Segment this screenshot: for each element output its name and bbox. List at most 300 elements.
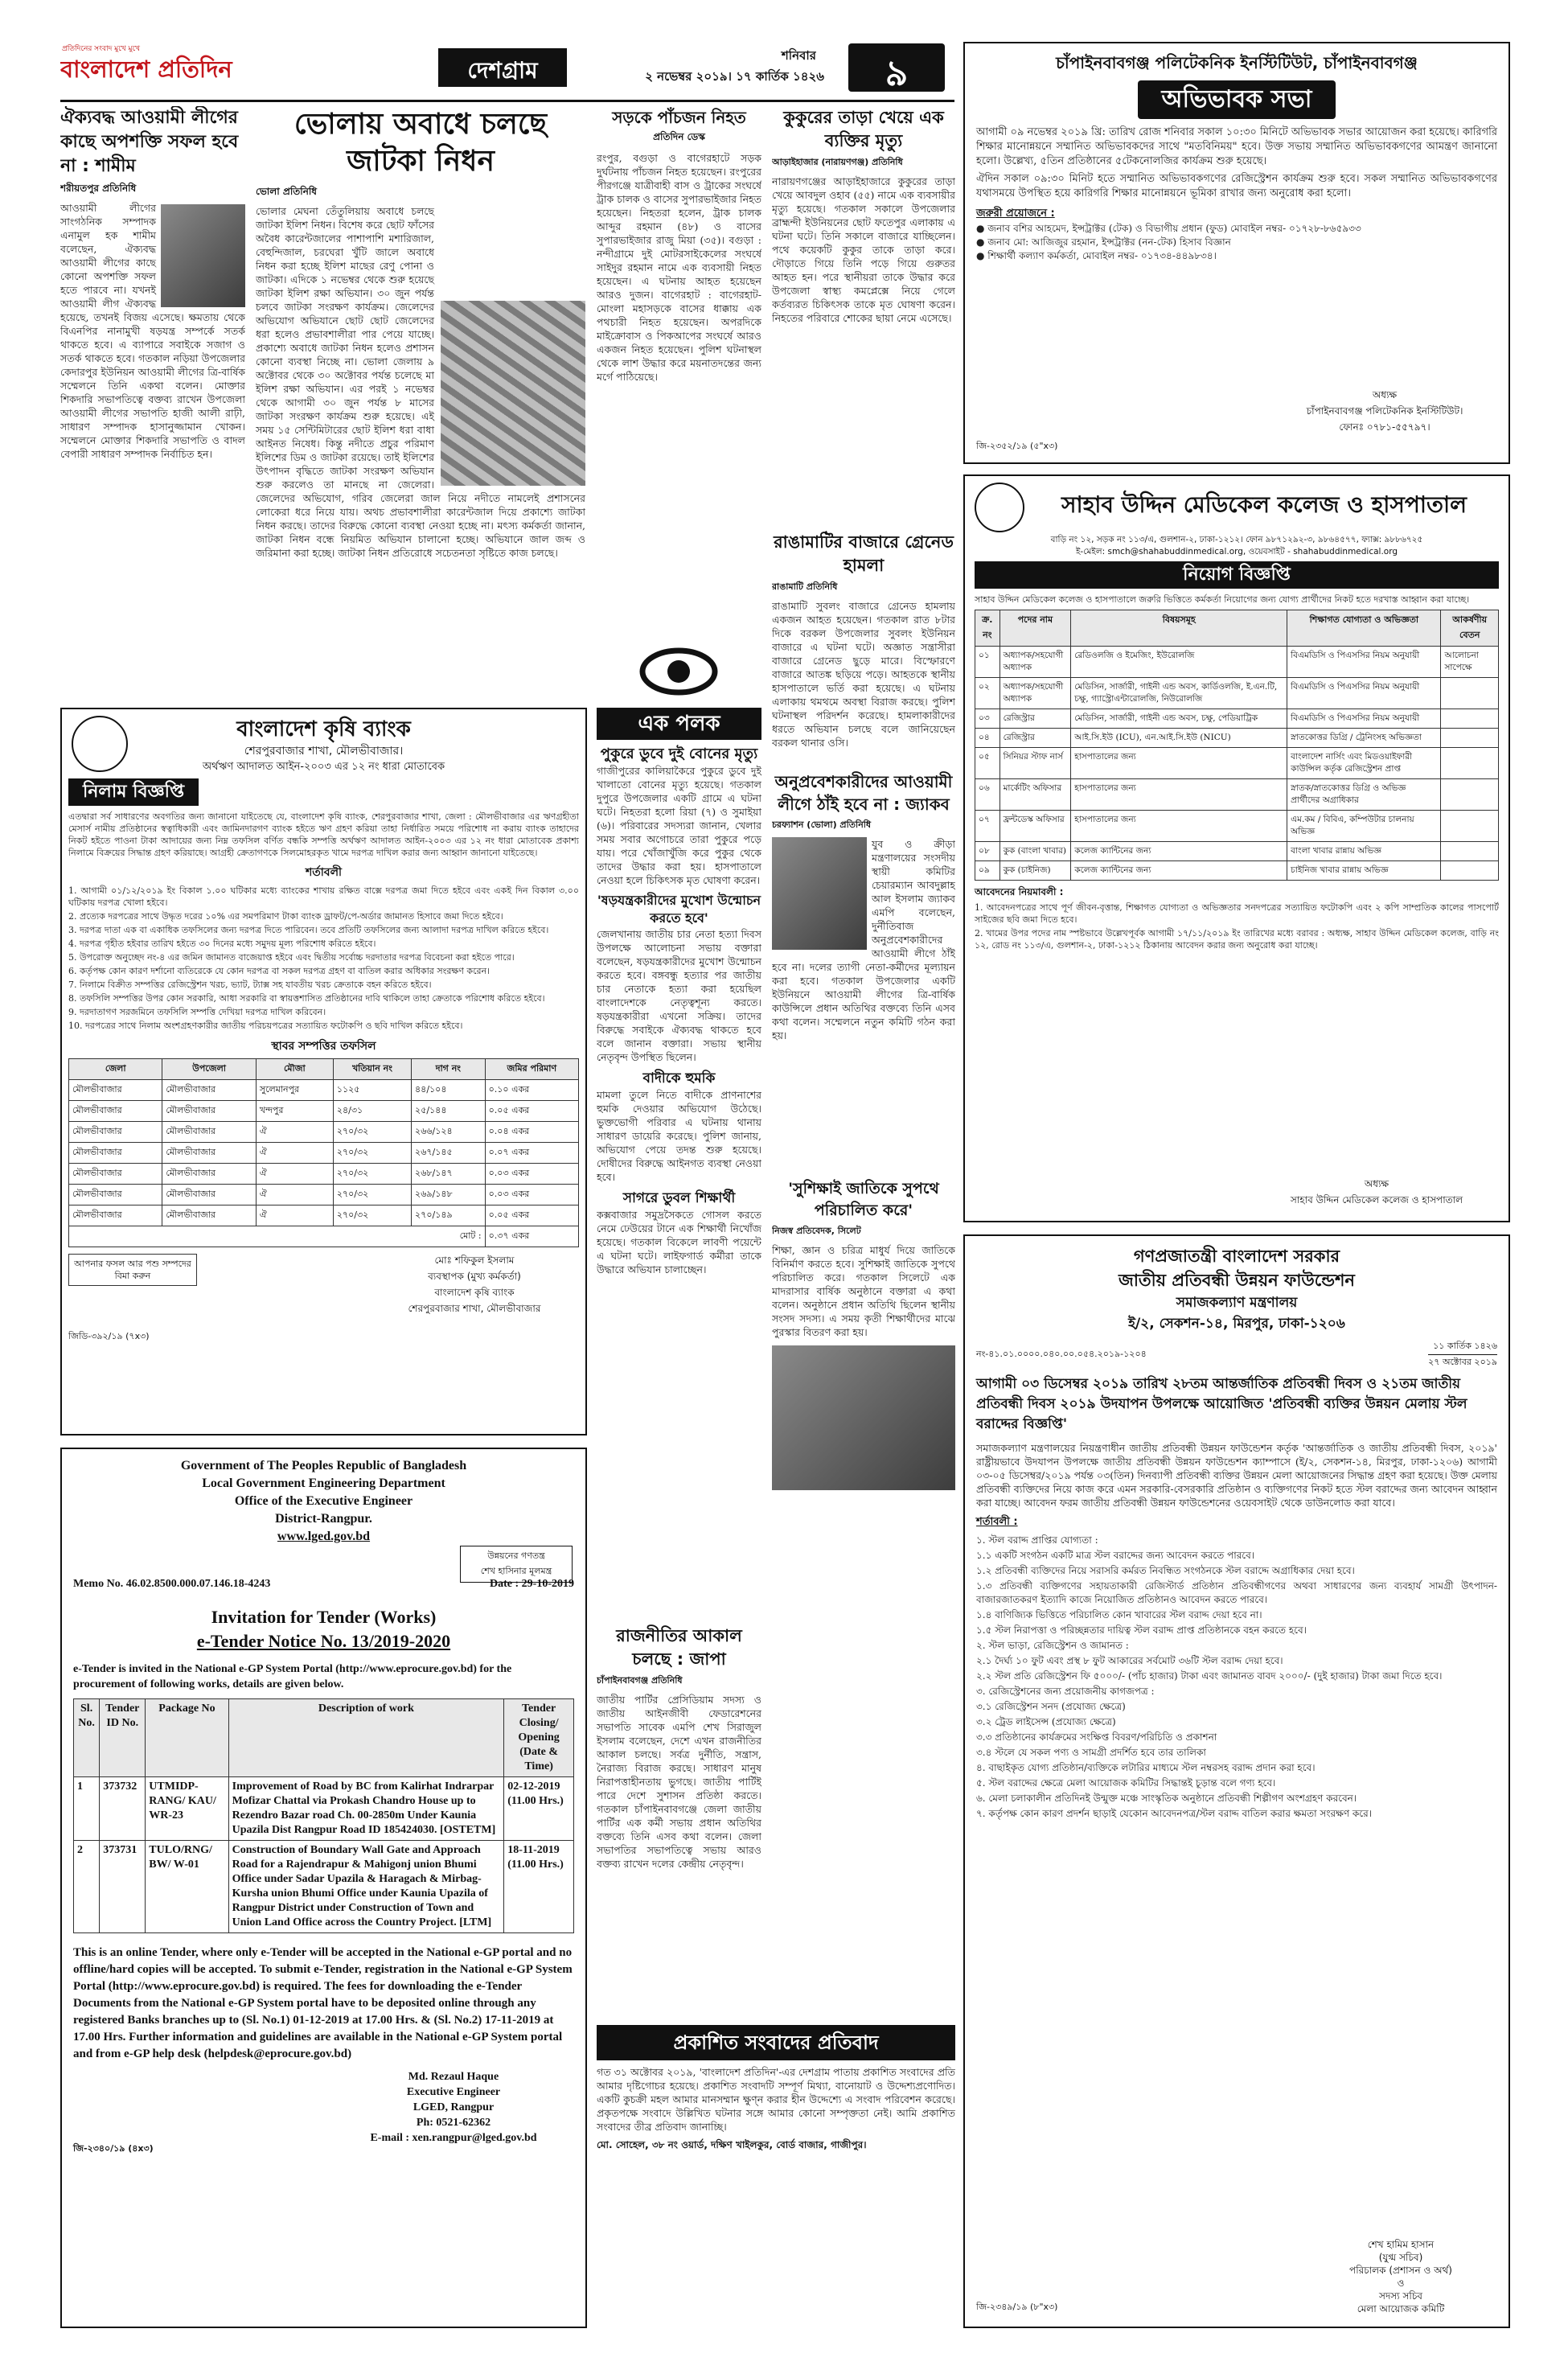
table-cell: মৌলভীবাজার <box>69 1143 162 1164</box>
table-cell: সিনিয়র স্টাফ নার্স <box>999 748 1071 779</box>
list-item: 7. নিলামে বিক্রীত সম্পত্তির রেজিস্ট্রেশন খরচ, ভ্যাট, ট্যাক্স সহ যাবতীয় খরচ ক্রেতাকে বহন করিতে হইবে। <box>68 980 432 990</box>
byline: আড়াইহাজার (নারায়ণগঞ্জ) প্রতিনিধি <box>772 157 903 167</box>
table-cell <box>1441 729 1499 748</box>
list-item: 4. দরপত্র গৃহীত হইবার তারিখ হইতে ৩০ দিনের মধ্যে সমুদয় মূল্য পরিশোধ করিতে হইবে। <box>68 939 376 949</box>
list-item: ● জনাব মো: আজিজুর রহমান, ইন্সট্রাক্টর (নন-টেক) হিসাব বিজ্ঞান <box>976 236 1231 248</box>
table-cell <box>1441 779 1499 811</box>
total-label: মোট : <box>69 1226 486 1247</box>
table-cell: কুক (বাংলা খাবার) <box>999 842 1071 861</box>
column-header: দাগ নং <box>412 1059 486 1080</box>
list-item: ১.২ প্রতিবন্ধী ব্যক্তিদের নিয়ে সরাসরি কর্মরত নিবন্ধিত সংগঠনকে স্টল বরাদ্দে অগ্রাধিকার দেয়া হবে। <box>976 1565 1355 1576</box>
table-cell: ২৬৬/১২৪ <box>412 1122 486 1143</box>
table-cell: Improvement of Road by BC from Kalirhat Indrarpar Mofizar Chattal via Prokash Chandro House up to Rezendro Bazar road Ch. 00-2850m Under Kaunia Upazila Dist Rangpur Road ID 185424030. [OSTETM] <box>228 1777 504 1841</box>
table-cell: মৌলভীবাজার <box>69 1164 162 1185</box>
college-name: সাহাব উদ্দিন মেডিকেল কলেজ ও হাসপাতাল <box>1061 491 1467 518</box>
jpuf-title: আগামী ০৩ ডিসেম্বর ২০১৯ তারিখ ২৮তম আন্তর্জাতিক প্রতিবন্ধী দিবস ও ২১তম জাতীয় প্রতিবন্ধী দিবস ২০১৯ উদযাপন উপলক্ষে আয়োজিত 'প্রতিবন্ধী ব্যক্তির উন্নয়ন মেলায় স্টল বরাদ্দের বিজ্ঞপ্তি' <box>976 1376 1467 1432</box>
list-item: 1. আবেদনপত্রের সাথে পূর্ণ জীবন-বৃত্তান্ত, শিক্ষাগত যোগ্যতা ও অভিজ্ঞতার সনদপত্রের সত্যায়িত ফটোকপি এবং ২ কপি সাম্প্রতিক কালের পাসপোর্ট সাইজের ছবি জমা দিতে হবে। <box>975 902 1499 925</box>
protibad-notice <box>597 2025 955 2331</box>
jpuf-memo-row <box>976 1339 1497 1368</box>
table-cell: ২৭০/৩২ <box>333 1205 411 1226</box>
recruitment-intro: সাহাব উদ্দিন মেডিকেল কলেজ ও হাসপাতালে জরুরি ভিত্তিতে কর্মকর্তা নিয়োগের জন্য যোগ্য প্রার্থীদের নিকট হতে দরখাস্ত আহ্বান করা যাচ্ছে। <box>975 594 1470 605</box>
column-header: Package No <box>146 1699 228 1777</box>
masthead-rule <box>60 100 954 102</box>
jpuf-intro: সমাজকল্যাণ মন্ত্রণালয়ের নিয়ন্ত্রণাধীন জাতীয় প্রতিবন্ধী উন্নয়ন ফাউন্ডেশন কর্তৃক 'আন্তর্জাতিক ও জাতীয় প্রতিবন্ধী দিবস, ২০১৯' রাষ্ট্রীয়ভাবে উদযাপন উপলক্ষে জাতীয় প্রতিবন্ধী উন্নয়ন ফাউন্ডেশন ক্যাম্পাসে (ই/২, সেকশন-১৪, মিরপুর, ঢাকা-১২০৬) আগামী ০৩-০৫ ডিসেম্বর/২০১৯ পর্যন্ত ০৩(তিন) দিনব্যাপী প্রতিবন্ধী ব্যক্তির উন্নয়ন মেলা আয়োজনের সিদ্ধান্ত গ্রহণ করা হয়েছে। উক্ত মেলায় প্রতিবন্ধী ব্যক্তিদের নিয়ে কাজ করে এমন সরকারি-বেসরকারি প্রতিষ্ঠান ও ব্যক্তিগণের নিকট হতে স্টল বরাদ্দের জন্য আবেদন আহ্বান করা যাচ্ছে। আবেদন ফরম জাতীয় প্রতিবন্ধী উন্নয়ন ফাউন্ডেশনের ওয়েবসাইট থেকে ডাউনলোড করা যাবে। <box>976 1442 1497 1509</box>
table-row <box>975 861 1499 881</box>
sign-name: Md. Rezaul Haque <box>408 2071 499 2083</box>
list-item: ৩.১ রেজিস্ট্রেশন সনদ (প্রযোজ্য ক্ষেত্রে) <box>976 1701 1126 1712</box>
list-item: 8. তফসিলি সম্পত্তির উপর কোন সরকারি, আধা সরকারি বা স্বায়ত্তশাসিত প্রতিষ্ঠানের দাবি থাকিলে তাহা ক্রেতাকে পরিশোধ করিতে হইবে। <box>68 993 545 1004</box>
table-cell: মৌলভীবাজার <box>162 1101 256 1122</box>
list-item: ১.১ একটি সংগঠন একটি মাত্র স্টল বরাদ্দের জন্য আবেদন করতে পারবে। <box>976 1550 1255 1561</box>
table-cell: সুলেমানপুর <box>256 1080 333 1101</box>
dept-name: Local Government Engineering Department <box>202 1477 445 1490</box>
table-cell: ০২ <box>975 678 1000 709</box>
nilam-intro: এতদ্বারা সর্ব সাধারণের অবগতির জন্য জানানো যাইতেছে যে, বাংলাদেশ কৃষি ব্যাংক, শেরপুরবাজার শাখা, জেলা : মৌলভীবাজার এর ঋণগ্রহীতা মেসার্স নামীয় প্রতিষ্ঠানের স্বত্বাধিকারী এবং জামিনদারগণ ব্যাংক হইতে ঋণ গ্রহণ করিয়া তাহা নির্ধারিত সময়ে পরিশোধ না করায় ব্যাংক তাহাদের নিকট হইতে পাওনা টাকা আদায়ের জন্য নিম্ন তফসিল বর্ণিত বন্ধকি সম্পত্তি অর্থঋণ আদালত আইন-২০০৩ এর ১২ নং ধারা মোতাবেক প্রকাশ্য নিলামে বিক্রয়ের সিদ্ধান্ত গ্রহণ করিয়াছে। আগ্রহী ক্রেতাগণকে সিলমোহরকৃত খামে দরপত্র দাখিল করার জন্য আহ্বান জানানো যাইতেছে। <box>68 811 579 858</box>
story-jacob <box>772 770 955 1173</box>
list-item: 1. আগামী ০১/১২/২০১৯ ইং বিকাল ১.০০ ঘটিকার মধ্যে ব্যাংকের শাখায় রক্ষিত বাক্সে দরপত্র জমা দিতে হইবে এবং একই দিন বিকাল ৩.০০ ঘটিকায় দরপত্র খোলা হইবে। <box>68 885 579 908</box>
contact-list <box>976 223 1497 262</box>
table-cell: ০.১০ একর <box>485 1080 578 1101</box>
table-cell: ২৪/৩১ <box>333 1101 411 1122</box>
table-cell: বিএমডিসি ও পিএসসির নিয়ম অনুযায়ী <box>1287 709 1441 729</box>
table-row <box>69 1101 579 1122</box>
list-item: ২.২ স্টল প্রতি রেজিস্ট্রেশন ফি ৫০০০/- (পাঁচ হাজার) টাকা এবং জামানত বাবদ ২০০০/- (দুই হাজার) টাকা জমা দিতে হবে। <box>976 1670 1443 1682</box>
table-cell: ফ্রন্টডেস্ক অফিসার <box>999 811 1071 842</box>
table-row <box>975 811 1499 842</box>
table-row <box>74 1841 574 1933</box>
ek-palak-label: এক পলক <box>597 708 761 740</box>
body: শিক্ষা, জ্ঞান ও চরিত্র মাধুর্য দিয়ে জাতিকে বিনির্মাণ করতে হবে। সুশিক্ষাই জাতিকে সুপথে পরিচালিত করে। গতকাল সিলেটে এক মাদরাসার বার্ষিক অনুষ্ঠানে বক্তারা এ কথা বলেন। অনুষ্ঠানে প্রধান অতিথি ছিলেন স্থানীয় সংসদ সদস্য। এ সময় কৃতী শিক্ষার্থীদের মাঝে পুরস্কার বিতরণ করা হয়। <box>772 1244 955 1338</box>
jpuf-org: জাতীয় প্রতিবন্ধী উন্নয়ন ফাউন্ডেশন <box>1119 1271 1355 1290</box>
story3-body: মামলা তুলে নিতে বাদীকে প্রাণনাশের হুমকি দেওয়ার অভিযোগ উঠেছে। ভুক্তভোগী পরিবার এ ঘটনায় থানায় সাধারণ ডায়েরি করেছে। পুলিশ জানায়, অভিযোগ পেয়ে তদন্ত শুরু হয়েছে। দোষীদের বিরুদ্ধে আইনগত ব্যবস্থা নেওয়া হবে। <box>597 1089 761 1183</box>
table-cell: ০৭ <box>975 811 1000 842</box>
table-cell: বাংলাদেশ নার্সিং এবং মিডওয়াইফারী কাউন্সিল কর্তৃক রেজিস্ট্রেশন প্রাপ্ত <box>1287 748 1441 779</box>
sign-phone: Ph: 0521-62362 <box>416 2117 491 2129</box>
nilam-title: নিলাম বিজ্ঞপ্তি <box>68 778 199 806</box>
table-cell: কলেজ ক্যান্টিনের জন্য <box>1071 842 1287 861</box>
gov-name: Government of The Peoples Republic of Bangladesh <box>180 1459 467 1472</box>
column-header: আকর্ষণীয় বেতন <box>1441 610 1499 647</box>
table-cell: 2 <box>74 1841 100 1933</box>
krishi-footer <box>68 1254 579 1350</box>
table-cell: 1 <box>74 1777 100 1841</box>
jpuf-date1: ১১ কার্তিক ১৪২৬ <box>1433 1341 1497 1351</box>
table-cell: ২৭০/৩২ <box>333 1122 411 1143</box>
sign-email: E-mail : xen.rangpur@lged.gov.bd <box>370 2132 537 2144</box>
table-cell: রেজিস্ট্রার <box>999 729 1071 748</box>
table-cell: ঐ <box>256 1122 333 1143</box>
headline: সড়কে পাঁচজন নিহত <box>612 108 746 127</box>
table-cell: ২৬৮/১৪৭ <box>412 1164 486 1185</box>
table-cell <box>1441 678 1499 709</box>
list-item: ৫. স্টল বরাদ্দের ক্ষেত্রে মেলা আয়োজক কমিটির সিদ্ধান্তই চূড়ান্ত বলে গণ্য হবে। <box>976 1777 1276 1789</box>
nilam-title-wrap <box>68 778 579 806</box>
shahab-recruitment-notice <box>963 474 1510 1222</box>
jpuf-address: ই/২, সেকশন-১৪, মিরপুর, ঢাকা-১২০৬ <box>1128 1316 1345 1332</box>
table-cell: ০৯ <box>975 861 1000 881</box>
list-item: ● জনাব বশির আহমেদ, ইন্সট্রাক্টর (টেক) ও বিভাগীয় প্রধান (ফুড) মোবাইল নম্বর- ০১৭২৮-৮৬৫৯৩৩ <box>976 223 1361 234</box>
table-cell: মৌলভীবাজার <box>162 1080 256 1101</box>
byline: ভোলা প্রতিনিধি <box>256 186 318 197</box>
table-cell: মেডিসিন, সার্জারী, গাইনী এন্ড অবস, চক্ষু, পেডিয়াট্রিক <box>1071 709 1287 729</box>
column-header: Tender ID No. <box>100 1699 146 1777</box>
byline: নিজস্ব প্রতিবেদক, সিলেট <box>772 1226 861 1236</box>
column-header: জেলা <box>69 1059 162 1080</box>
total-value: ০.৩৭ একর <box>485 1226 578 1247</box>
table-cell: ২৭০/৩২ <box>333 1143 411 1164</box>
sign-branch: শেরপুরবাজার শাখা, মৌলভীবাজার <box>408 1303 541 1314</box>
table-row <box>69 1185 579 1205</box>
story1-headline: পুকুরে ডুবে দুই বোনের মৃত্যু <box>600 745 758 762</box>
table-cell: স্নাতকোত্তর ডিগ্রি / ট্রেনিংসহ অভিজ্ঞতা <box>1287 729 1441 748</box>
byline: প্রতিদিন ডেস্ক <box>653 131 705 142</box>
headline: রাঙামাটির বাজারে গ্রেনেড হামলা <box>774 532 954 575</box>
masthead <box>60 42 954 98</box>
logo-text: বাংলাদেশ প্রতিদিন <box>60 55 232 83</box>
column-header: Sl. No. <box>74 1699 100 1777</box>
column-header: মৌজা <box>256 1059 333 1080</box>
column-header: বিষয়সমূহ <box>1071 610 1287 647</box>
ad-code: জি-২৩৪৯/১৯ (৮"x৩) <box>976 2302 1058 2312</box>
table-cell: ২৬৭/১৪৫ <box>412 1143 486 1164</box>
table-row <box>69 1122 579 1143</box>
table-cell <box>1441 842 1499 861</box>
list-item: ২. স্টল ভাড়া, রেজিস্ট্রেশন ও জামানত : <box>976 1640 1129 1651</box>
table-cell: মৌলভীবাজার <box>69 1122 162 1143</box>
table-row <box>975 709 1499 729</box>
story2-headline: 'ষড়যন্ত্রকারীদের মুখোশ উন্মোচন করতে হবে' <box>597 893 761 926</box>
table-cell: মৌলভীবাজার <box>162 1185 256 1205</box>
sign-title: অধ্যক্ষ <box>1364 1178 1389 1189</box>
table-cell: ২৫/১৪৪ <box>412 1101 486 1122</box>
table-cell <box>1441 811 1499 842</box>
table-cell: ০৫ <box>975 748 1000 779</box>
college-email: ই-মেইল: smch@shahabuddinmedical.org, ওয়েবসাইট - shahabuddinmedical.org <box>1075 547 1398 557</box>
story1-body: গাজীপুরের কালিয়াকৈরে পুকুরে ডুবে দুই খালাতো বোনের মৃত্যু হয়েছে। গতকাল দুপুরে উপজেলার একটি গ্রামে এ ঘটনা ঘটে। নিহতরা হলো রিয়া (৭) ও সুমাইয়া (৬)। পরিবারের সদস্যরা জানান, খেলার সময় সবার অগোচরে তারা পুকুরে পড়ে যায়। পরে খোঁজাখুঁজি করে পুকুর থেকে তাদের উদ্ধার করা হয়। হাসপাতালে নেওয়া হলে চিকিৎসক মৃত ঘোষণা করেন। <box>597 765 761 886</box>
table-cell: UTMIDP-RANG/ KAU/ WR-23 <box>146 1777 228 1841</box>
recruitment-title: নিয়োগ বিজ্ঞপ্তি <box>975 561 1499 589</box>
table-cell: ২৬৯/১৪৮ <box>412 1185 486 1205</box>
sign-title1: (যুগ্ম সচিব) <box>1378 2252 1423 2263</box>
table-row <box>975 842 1499 861</box>
sign-org: চাঁপাইনবাবগঞ্জ পলিটেকনিক ইনস্টিটিউট। <box>1306 405 1463 417</box>
list-item: 3. দরপত্র দাতা এক বা একাধিক তফসিলের জন্য দরপত্র দিতে পারিবেন। তবে প্রতিটি তফসিলের জন্য আলাদা দরপত্র দাখিল করিতে হইবে। <box>68 925 549 935</box>
protibad-headline: প্রকাশিত সংবাদের প্রতিবাদ <box>597 2025 955 2060</box>
body: ভোলার মেঘনা তেঁতুলিয়ায় অবাধে চলছে জাটকা ইলিশ নিধন। বিশেষ করে ছোট ফাঁসের অবৈধ কারেন্টজালের পাশাপাশি মশারিজাল, বেহুন্দিজাল, চরঘেরা খুঁটি জালে অবাধে নিধন করা হচ্ছে ইলিশ মাছের রেণু পোনা ও জাটকা। এদিকে ১ নভেম্বর থেকে শুরু হয়েছে জাটকা ইলিশ রক্ষা অভিযান। ৩০ জুন পর্যন্ত চলবে জাটকা সংরক্ষণ কার্যক্রম। জেলেদের অভিযোগ অভিযানে ছোট ছোট জেলেদের ধরা হলেও প্রভাবশালীরা পার পেয়ে যাচ্ছে। প্রকাশ্যে অবাধে জাটকা নিধন হলেও প্রশাসন কোনো ব্যবস্থা নিচ্ছে না। ভোলা জেলায় ৯ অক্টোবর থেকে ৩০ অক্টোবর পর্যন্ত চলেছে মা ইলিশ রক্ষা অভিযান। এর পরই ১ নভেম্বর থেকে আগামী ৩০ জুন পর্যন্ত ৮ মাসের জাটকা সংরক্ষণ কার্যক্রম শুরু হয়েছে। এই সময় ১৫ সেন্টিমিটারের ছোট ইলিশ ধরা বাধা আইনত নিষেধ। কিন্তু নদীতে প্রচুর পরিমাণ ইলিশের ডিম ও জাটকা রয়েছে। তাই ইলিশের উৎপাদন বৃদ্ধিতে জাটকা সংরক্ষণ অভিযান শুরু করলেও তা মানছে না জেলেরা। জেলেদের অভিযোগ, গরিব জেলেরা জাল নিয়ে নদীতে নামলেই প্রশাসনের লোকেরা ধরে নিয়ে যায়। অথচ প্রভাবশালীরা কারেন্টজাল দিয়ে প্রকাশ্যে জাটকা নিধন করছে। তাদের বিরুদ্ধে কোনো ব্যবস্থা নেওয়া হচ্ছে না। মৎস্য কর্মকর্তা জানান, জাটকা নিধন বন্ধে নিয়মিত অভিযান চালানো হচ্ছে। অভিযানে জাল জব্দ ও জরিমানা করা হচ্ছে। জাটকা নিধন প্রতিরোধে সচেতনতা সৃষ্টিতে কাজ চলছে। <box>256 205 585 559</box>
table-cell: বিএমডিসি ও পিএসসির নিয়ম অনুযায়ী <box>1287 647 1441 678</box>
table-cell: ১১২৫ <box>333 1080 411 1101</box>
left-note: আপনার ফসল আর পশু সম্পদের বিমা করুন <box>68 1254 197 1286</box>
conditions-title: শর্তাবলী <box>305 866 343 879</box>
list-item: ৭. কর্তৃপক্ষ কোন কারণ প্রদর্শন ছাড়াই যেকোন আবেদনপত্র/স্টল বরাদ্দ বাতিল করার ক্ষমতা সংরক্ষণ করে। <box>976 1808 1373 1819</box>
section-banner <box>438 48 567 87</box>
table-cell: ঐ <box>256 1205 333 1226</box>
sign-org: বাংলাদেশ কৃষি ব্যাংক <box>434 1287 515 1298</box>
sign-name: শেখ হামিম হাসান <box>1367 2239 1435 2250</box>
recruitment-table <box>975 610 1499 881</box>
shahab-header <box>975 483 1499 534</box>
table-cell: 02-12-2019 (11.00 Hrs.) <box>504 1777 574 1841</box>
memo-no: Memo No. 46.02.8500.000.07.146.18-4243 <box>73 1578 271 1590</box>
column-header: উপজেলা <box>162 1059 256 1080</box>
logo <box>60 42 249 98</box>
table-cell: Construction of Boundary Wall Gate and Approach Road for a Rajendrapur & Mahigonj union Bhumi Office under Sadar Upazila & Haragach & Mirbag-Kursha union Bhumi Office under Kaunia Upazila of Rangpur District under Construction of Town and Union Land Office across the Country Project. [LTM] <box>228 1841 504 1933</box>
list-item: 10. দরপত্রের সাথে নিলাম অংশগ্রহণকারীর জাতীয় পরিচয়পত্রের সত্যায়িত ফটোকপি ও ছবি দাখিল করিতে হইবে। <box>68 1021 463 1031</box>
table-row <box>975 678 1499 709</box>
list-item: 2. প্রত্যেক দরপত্রের সাথে উদ্ধৃত দরের ১০% এর সমপরিমাণ টাকা ব্যাংক ড্রাফট/পে-অর্ডার জামানত হিসাবে জমা দিতে হইবে। <box>68 911 503 922</box>
day-label: শনিবার <box>781 48 816 63</box>
lged-website: www.lged.gov.bd <box>277 1530 371 1543</box>
signature-block <box>374 1254 575 1318</box>
polytechnic-org: চাঁপাইনবাবগঞ্জ পলিটেকনিক ইনস্টিটিউট, চাঁপাইনবাবগঞ্জ <box>1056 53 1418 72</box>
table-cell: TULO/RNG/ BW/ W-01 <box>146 1841 228 1933</box>
page-number: ৯ <box>885 53 909 92</box>
terms-title: শর্তাবলী : <box>976 1516 1018 1528</box>
page-number-box <box>848 43 945 92</box>
section-title: দেশগ্রাম <box>467 57 538 84</box>
byline: রাঙামাটি প্রতিনিধি <box>772 581 838 592</box>
bank-branch: শেরপুরবাজার শাখা, মৌলভীবাজার। <box>244 745 404 758</box>
column-header: শিক্ষাগত যোগ্যতা ও অভিজ্ঞতা <box>1287 610 1441 647</box>
ad-code: জি-২৩৪০/১৯ (৪x৩) <box>73 2143 154 2154</box>
polytechnic-title: অভিভাবক সভা <box>1138 80 1336 119</box>
slogan-line1: উন্নয়নের গণতন্ত্র <box>487 1550 545 1561</box>
table-cell: হাসপাতালের জন্য <box>1071 748 1287 779</box>
jpuf-gov: গণপ্রজাতন্ত্রী বাংলাদেশ সরকার <box>1133 1247 1340 1266</box>
list-item: ১.৪ বাণিজ্যিক ভিত্তিতে পরিচালিত কোন খাবারের স্টল বরাদ্দ দেয়া হবে না। <box>976 1609 1262 1620</box>
byline: চরফ্যাশন (ভোলা) প্রতিনিধি <box>772 819 872 830</box>
table-cell: ০.০৩ একর <box>485 1185 578 1205</box>
jpuf-ministry: সমাজকল্যাণ মন্ত্রণালয় <box>1176 1295 1298 1311</box>
story-shamim <box>60 106 245 693</box>
sign-title: ব্যবস্থাপক (মুখ্য কর্মকর্তা) <box>428 1271 521 1282</box>
table-cell: 373732 <box>100 1777 146 1841</box>
table-row <box>975 647 1499 678</box>
table-cell: ৪৪/১০৪ <box>412 1080 486 1101</box>
table-row <box>69 1080 579 1101</box>
table-cell: হাসপাতালের জন্য <box>1071 779 1287 811</box>
column-header: পদের নাম <box>999 610 1071 647</box>
list-item: ১.৩ প্রতিবন্ধী ব্যক্তিগণের সহায়তাকারী রেজিস্টার্ড প্রতিষ্ঠান প্রতিবন্ধীগণের অথবা সাধারণের জন্য ব্যবহার্য সামগ্রী উৎপাদন-বাজারজাতকরণ ইত্যাদি কাজে নিয়োজিত প্রতিষ্ঠানও আবেদন করতে পারবে। <box>976 1580 1497 1605</box>
table-cell: ০.০৫ একর <box>485 1101 578 1122</box>
table-cell: স্নাতক/স্নাতকোত্তর ডিগ্রি ও অভিজ্ঞ প্রার্থীদের অগ্রাধিকার <box>1287 779 1441 811</box>
sign-title2: পরিচালক (প্রশাসন ও অর্থ) <box>1349 2265 1452 2276</box>
list-item: ২.১ দৈর্ঘ্য ১০ ফুট এবং প্রস্থ ৮ ফুট আকারের সর্বমোট ৩৬টি স্টল বরাদ্দ দেয়া হবে। <box>976 1655 1283 1666</box>
table-cell: চাইনিজ খাবার রান্নায় অভিজ্ঞ <box>1287 861 1441 881</box>
table-row <box>69 1143 579 1164</box>
bank-name: বাংলাদেশ কৃষি ব্যাংক <box>236 717 411 741</box>
column-header: Tender Closing/ Opening (Date & Time) <box>504 1699 574 1777</box>
table-cell: বিএমডিসি ও পিএসসির নিয়ম অনুযায়ী <box>1287 678 1441 709</box>
table-cell <box>1441 861 1499 881</box>
column-header: জমির পরিমাণ <box>485 1059 578 1080</box>
tagline: প্রতিদিনের সংবাদ মুখে মুখে <box>62 45 141 53</box>
story-dog <box>772 106 955 524</box>
sign-org: সাহাব উদ্দিন মেডিকেল কলেজ ও হাসপাতাল <box>1290 1194 1463 1205</box>
table-cell: ০.০৩ একর <box>485 1164 578 1185</box>
table-cell: মৌলভীবাজার <box>69 1080 162 1101</box>
table-cell: মেডিসিন, সার্জারী, গাইনী এন্ড অবস, কার্ডিওলজি, ই.এন.টি, চক্ষু, গ্যাস্ট্রোএন্টারোলজি, নিউরোলজি <box>1071 678 1287 709</box>
protibad-body: গত ৩১ অক্টোবর ২০১৯, 'বাংলাদেশ প্রতিদিন'-এর দেশগ্রাম পাতায় প্রকাশিত সংবাদের প্রতি আমার দৃষ্টিগোচর হয়েছে। প্রকাশিত সংবাদটি সম্পূর্ণ মিথ্যা, বানোয়াট ও উদ্দেশ্যপ্রণোদিত। একটি কুচক্রী মহল আমার মানসম্মান ক্ষুণ্ন করার হীন উদ্দেশ্যে এ সংবাদ পরিবেশন করেছে। প্রকৃতপক্ষে সংবাদে উল্লিখিত ঘটনার সঙ্গে আমার কোনো সম্পৃক্ততা নেই। আমি প্রকাশিত সংবাদের তীব্র প্রতিবাদ জানাচ্ছি। <box>597 2066 955 2133</box>
list-item: ৪. বাছাইকৃত যোগ্য প্রতিষ্ঠান/ব্যক্তিকে লটারির মাধ্যমে স্টল নম্বরসহ বরাদ্দ প্রদান করা হবে। <box>976 1762 1316 1773</box>
polytechnic-body: আগামী ০৯ নভেম্বর ২০১৯ খ্রি: তারিখ রোজ শনিবার সকাল ১০:৩০ মিনিটে অভিভাবক সভার আয়োজন করা হয়েছে। কারিগরি শিক্ষার মানোন্নয়নে সম্মানিত অভিভাবকদের সাথে "মতবিনিময়" হবে। উক্ত সভায় সম্মানিত অভিভাবকগণের আমন্ত্রণ জানানো হলো। উল্লেখ্য, ৫তিন প্রতিষ্ঠানের ৫টেকনোলজির কার্যক্রম শুরু হয়েছে। <box>976 126 1497 167</box>
polytechnic-signature <box>1272 388 1497 437</box>
table-cell: ২৭০/১৪৯ <box>412 1205 486 1226</box>
polytechnic-notice <box>963 42 1510 464</box>
story4-headline: সাগরে ডুবল শিক্ষার্থী <box>622 1190 736 1206</box>
photo-shamim <box>161 204 245 307</box>
table-cell: 373731 <box>100 1841 146 1933</box>
headline: রাজনীতির আকাল চলছে : জাপা <box>616 1626 742 1669</box>
rules-title: আবেদনের নিয়মাবলী : <box>975 886 1064 897</box>
bank-act: অর্থঋণ আদালত আইন-২০০৩ এর ১২ নং ধারা মোতাবেক <box>202 761 445 773</box>
table-cell: ঐ <box>256 1164 333 1185</box>
table-cell: ২৭০/৩২ <box>333 1185 411 1205</box>
table-cell: কলেজ ক্যান্টিনের জন্য <box>1071 861 1287 881</box>
protibad-signature: মো. সোহেল, ৩৮ নং ওয়ার্ড, দক্ষিণ খাইলকুর, বোর্ড বাজার, গাজীপুর। <box>597 2139 867 2150</box>
sign-title4: সদস্য সচিব <box>1379 2290 1422 2302</box>
date-label: ২ নভেম্বর ২০১৯। ১৭ কার্তিক ১৪২৬ <box>645 69 824 84</box>
list-item: 5. উপরোক্ত অনুচ্ছেদ নং-৪ এর জমিন জামানত বাজেয়াপ্ত হইবে এবং দ্বিতীয় সর্বোচ্চ দরদাতার দরপত্র বিবেচনা করা হইতে পারে। <box>68 952 515 963</box>
table-cell: মৌলভীবাজার <box>162 1143 256 1164</box>
table-cell: ২৭০/৩২ <box>333 1164 411 1185</box>
list-item: ৩. রেজিস্ট্রেশনের জন্য প্রয়োজনীয় কাগজপত্র : <box>976 1686 1155 1697</box>
table-cell: ০.০৪ একর <box>485 1122 578 1143</box>
sign-name: মোঃ শফিকুল ইসলাম <box>434 1255 515 1266</box>
sign-title: অধ্যক্ষ <box>1372 389 1398 400</box>
jpuf-date2: ২৭ অক্টোবর ২০১৯ <box>1428 1354 1497 1370</box>
schedule-title: স্থাবর সম্পত্তির তফসিল <box>271 1040 376 1053</box>
story-road <box>597 106 761 524</box>
body: নারায়ণগঞ্জের আড়াইহাজারে কুকুরের তাড়া খেয়ে আবদুল ওহাব (৫৫) নামে এক ব্যবসায়ীর মৃত্যু হয়েছে। গতকাল সকালে উপজেলার ব্রাহ্মন্দী ইউনিয়নের ছোট ফতেপুর এলাকায় এ ঘটনা ঘটে। তিনি সকালে বাজারে যাচ্ছিলেন। পথে কয়েকটি কুকুর তাকে তাড়া করে। দৌড়াতে গিয়ে তিনি পড়ে গিয়ে গুরুতর আহত হন। পরে স্থানীয়রা তাকে উদ্ধার করে উপজেলা স্বাস্থ্য কমপ্লেক্সে নিয়ে গেলে কর্তব্যরত চিকিৎসক তাকে মৃত ঘোষণা করেন। নিহতের পরিবারে শোকের ছায়া নেমে এসেছে। <box>772 175 955 324</box>
eye-icon <box>597 635 761 708</box>
table-cell: মৌলভীবাজার <box>162 1122 256 1143</box>
table-row <box>975 779 1499 811</box>
story-sushiksha <box>772 1178 955 1733</box>
table-cell: রেজিস্ট্রার <box>999 709 1071 729</box>
table-cell: মৌলভীবাজার <box>162 1205 256 1226</box>
polytechnic-title-wrap <box>976 80 1497 119</box>
column-header: ক্র. নং <box>975 610 1000 647</box>
table-cell: মার্কেটিং অফিসার <box>999 779 1071 811</box>
table-cell: ঐ <box>256 1143 333 1164</box>
rules-list <box>975 902 1499 951</box>
story2-body: জেলখানায় জাতীয় চার নেতা হত্যা দিবস উপলক্ষে আলোচনা সভায় বক্তারা বলেছেন, ষড়যন্ত্রকারীদের মুখোশ উন্মোচন করতে হবে। বঙ্গবন্ধু হত্যার পর জাতীয় চার নেতাকে হত্যা করা হয়েছিল বাংলাদেশকে নেতৃত্বশূন্য করতে। ষড়যন্ত্রকারীরা এখনো সক্রিয়। তাদের বিরুদ্ধে সবাইকে ঐক্যবদ্ধ থাকতে হবে বলে জানান বক্তারা। সভায় স্থানীয় নেতৃবৃন্দ উপস্থিত ছিলেন। <box>597 928 761 1063</box>
list-item: ৩.৩ প্রতিষ্ঠানের কার্যক্রমের সংক্ষিপ্ত বিবরণ/পরিচিতি ও প্রকাশনা <box>976 1731 1217 1743</box>
list-item: 6. কর্তৃপক্ষ কোন কারণ দর্শানো ব্যতিরেকে যে কোন দরপত্র বা সকল দরপত্র গ্রহণ বা বাতিল করার অধিকার সংরক্ষণ করেন। <box>68 966 491 976</box>
story3-headline: বাদীকে হুমকি <box>642 1070 716 1086</box>
table-row <box>69 1205 579 1226</box>
conditions-list <box>68 885 579 1032</box>
tender-title2: e-Tender Notice No. 13/2019-2020 <box>196 1631 451 1651</box>
table-row <box>69 1164 579 1185</box>
ad-code: জি-২৩৫২/১৯ (৫"x৩) <box>976 441 1058 451</box>
story4-body: কক্সবাজার সমুদ্রসৈকতে গোসল করতে নেমে ঢেউয়ের টানে এক শিক্ষার্থী নিখোঁজ হয়েছে। গতকাল বিকেলে লাবণী পয়েন্টে এ ঘটনা ঘটে। লাইফগার্ড কর্মীরা তাকে উদ্ধারে অভিযান চালাচ্ছেন। <box>597 1209 761 1275</box>
body: আওয়ামী লীগের সাংগঠনিক সম্পাদক এনামুল হক শামীম বলেছেন, ঐক্যবদ্ধ আওয়ামী লীগের কাছে কোনো অপশক্তি সফল হতে পারবে না। যখনই আওয়ামী লীগ ঐক্যবদ্ধ হয়েছে, তখনই বিজয় এসেছে। ক্ষমতায় থেকে বিএনপির নানামুখী ষড়যন্ত্র সম্পর্কে সতর্ক থাকতে হবে। এ ব্যাপারে সবাইকে সজাগ ও সতর্ক থাকতে হবে। গতকাল নড়িয়া উপজেলার কেদারপুর ইউনিয়ন আওয়ামী লীগের ত্রি-বার্ষিক সম্মেলনে তিনি একথা বলেন। মোক্তার শিকদারি সভাপতিত্বে বক্তব্য রাখেন উপজেলা আওয়ামী লীগের সভাপতি হাজী আলী রাঢ়ী, সাধারণ সম্পাদক হাসানুজ্জামান খোকন। সম্মেলনে মোক্তার শিকদারি সভাপতি ও বাদল বেপারী সাধারণ সম্পাদক নির্বাচিত হন। <box>60 202 245 460</box>
table-row <box>74 1777 574 1841</box>
contact-title: জরুরী প্রয়োজনে : <box>976 207 1055 220</box>
lged-header <box>73 1457 574 1546</box>
table-cell: ০৪ <box>975 729 1000 748</box>
tender-foot: This is an online Tender, where only e-Tender will be accepted in the National e-GP portal and no offline/hard copies will be accepted. To submit e-Tender, registration in the National e-GP System Portal (http://www.eprocure.gov.bd) is required. The fees for downloading the e-Tender Documents from the National e-GP System portal have to be deposited online through any registered Banks branches up to (Sl. No.1) 01-12-2019 at 17.00 Hrs. & (Sl. No.2) 17-11-2019 at 17.00 Hrs. Further information and guidelines are available in the National e-GP System portal and from e-GP help desk (helpdesk@eprocure.gov.bd) <box>73 1946 573 2060</box>
sign-phone: ফোনঃ ০৭৮১-৫৫৭৯৭। <box>1339 421 1430 433</box>
table-cell: ০.০৭ একর <box>485 1143 578 1164</box>
column-header: Description of work <box>228 1699 504 1777</box>
table-cell: রেডিওলজি ও ইমেজিং, ইউরোলজি <box>1071 647 1287 678</box>
college-logo <box>975 483 1024 532</box>
table-cell: ০.০৫ একর <box>485 1205 578 1226</box>
column-header: খতিয়ান নং <box>333 1059 411 1080</box>
table-cell: ০৩ <box>975 709 1000 729</box>
story-rangamati <box>772 531 955 764</box>
table-cell: মৌলভীবাজার <box>69 1101 162 1122</box>
table-cell <box>1441 709 1499 729</box>
jpuf-stall-notice <box>963 1234 1510 2328</box>
terms-list <box>976 1534 1497 1821</box>
headline: ঐক্যবদ্ধ আওয়ামী লীগের কাছে অপশক্তি সফল হবে না : শামীম <box>60 108 239 176</box>
headline: কুকুরের তাড়া খেয়ে এক ব্যক্তির মৃত্যু <box>783 108 944 150</box>
table-cell: এম.কম / বিবিএ, কম্পিউটার চালনায় অভিজ্ঞ <box>1287 811 1441 842</box>
list-item: ১.৫ স্টল নিরাপত্তা ও পরিচ্ছন্নতার দায়িত্ব স্টল বরাদ্দ প্রাপ্ত প্রতিষ্ঠানকে বহন করতে হবে। <box>976 1624 1307 1636</box>
table-cell: আলোচনা সাপেক্ষে <box>1441 647 1499 678</box>
table-row <box>975 748 1499 779</box>
list-item: ৩.৪ স্টলে যে সকল পণ্য ও সামগ্রী প্রদর্শিত হবে তার তালিকা <box>976 1747 1206 1758</box>
byline: শরীয়তপুর প্রতিনিধি <box>60 183 137 194</box>
table-cell: খন্দপুর <box>256 1101 333 1122</box>
shahab-signature <box>1256 1177 1497 1210</box>
schedule-table <box>68 1058 579 1247</box>
bank-logo <box>72 716 128 772</box>
body: রাঙামাটি সুবলং বাজারে গ্রেনেড হামলায় একজন আহত হয়েছেন। গতকাল রাত ৮টার দিকে বরকল উপজেলার সুবলং ইউনিয়ন বাজারে এ ঘটনা ঘটে। অজ্ঞাত সন্ত্রাসীরা বাজারে গ্রেনেড ছুড়ে মারে। বিস্ফোরণে বাজারে আতঙ্ক ছড়িয়ে পড়ে। আহতকে স্থানীয় হাসপাতালে ভর্তি করা হয়েছে। এ ঘটনায় এলাকায় থমথমে অবস্থা বিরাজ করছে। পুলিশ ঘটনাস্থল পরিদর্শন করেছে। হামলাকারীদের ধরতে অভিযান চলছে বলে জানিয়েছেন বরকল থানার ওসি। <box>772 600 955 749</box>
byline: চাঁপাইনবাবগঞ্জ প্রতিনিধি <box>597 1675 683 1686</box>
table-cell: অধ্যাপক/সহযোগী অধ্যাপক <box>999 647 1071 678</box>
table-cell: মৌলভীবাজার <box>162 1164 256 1185</box>
ek-palak-column <box>597 635 761 1616</box>
jpuf-memo: নং-৪১.০১.০০০০.০৪০.০০.০৫৪.২০১৯-১২০৪ <box>976 1349 1147 1359</box>
table-cell <box>1441 748 1499 779</box>
table-cell: মৌলভীবাজার <box>69 1185 162 1205</box>
body: যুব ও ক্রীড়া মন্ত্রণালয়ের সংসদীয় স্থায়ী কমিটির চেয়ারম্যান আবদুল্লাহ আল ইসলাম জ্যাকব এমপি বলেছেন, দুর্নীতিবাজ অনুপ্রবেশকারীদের আওয়ামী লীগে ঠাঁই হবে না। দলের ত্যাগী নেতা-কর্মীদের মূল্যায়ন করা হবে। গতকাল উপজেলার একটি ইউনিয়নে আওয়ামী লীগের ত্রি-বার্ষিক কাউন্সিলে প্রধান অতিথির বক্তব্যে তিনি এসব কথা বলেন। সম্মেলনে নতুন কমিটি গঠন করা হয়। <box>772 838 955 1041</box>
table-cell: কুক (চাইনিজ) <box>999 861 1071 881</box>
list-item: ১. স্টল বরাদ্দ প্রাপ্তির যোগ্যতা : <box>976 1534 1098 1546</box>
table-cell: হাসপাতালের জন্য <box>1071 811 1287 842</box>
sign-title3: ও <box>1397 2277 1405 2289</box>
table-cell: অধ্যাপক/সহযোগী অধ্যাপক <box>999 678 1071 709</box>
list-item: ৩.২ ট্রেড লাইসেন্স (প্রযোজ্য ক্ষেত্রে) <box>976 1716 1116 1727</box>
lged-signature <box>73 2069 574 2166</box>
table-cell: ০১ <box>975 647 1000 678</box>
sign-title5: মেলা আয়োজক কমিটি <box>1357 2303 1445 2314</box>
college-address: বাড়ি নং ১২, সড়ক নং ১১৩/এ, গুলশান-২, ঢাকা-১২১২। ফোন ৯৮৭১২৯২-৩, ৯৮৬৪৫৭৭, ফ্যাক্স: ৯৮৮৬৭২৫ <box>1050 535 1423 544</box>
memo-date: Date : 29-10-2019 <box>490 1578 574 1590</box>
tender-table <box>73 1698 574 1933</box>
memo-row <box>73 1578 574 1597</box>
krishi-bank-notice <box>60 708 587 1435</box>
headline: 'সুশিক্ষাই জাতিকে সুপথে পরিচালিত করে' <box>788 1180 939 1219</box>
lged-tender-notice <box>60 1448 587 2328</box>
headline-line1: ভোলায় অবাধে চলছে <box>293 108 548 141</box>
headline-line2: জাটকা নিধন <box>347 145 495 178</box>
table-cell: ০৬ <box>975 779 1000 811</box>
headline: অনুপ্রবেশকারীদের আওয়ামী লীগে ঠাঁই হবে না : জ্যাকব <box>774 772 953 814</box>
body: রংপুর, বগুড়া ও বাগেরহাটে সড়ক দুর্ঘটনায় পাঁচজন নিহত হয়েছেন। রংপুরের পীরগঞ্জে যাত্রীবাহী বাস ও ট্রাকের সংঘর্ষে ট্রাক চালক ও বাসের সুপারভাইজার নিহত হয়েছেন। নিহতরা হলেন, ট্রাক চালক আব্দুর রহমান (৪৮) ও বাসের সুপারভাইজার রাজু মিয়া (৩৫)। বগুড়া : নন্দীগ্রামে দুই মোটরসাইকেলের সংঘর্ষে সাইদুর রহমান নামে এক ব্যবসায়ী নিহত হয়েছেন। এ ঘটনায় আহত হয়েছেন আরও দুজন। বাগেরহাট : বাগেরহাট-মোংলা মহাসড়কে বাসের ধাক্কায় এক পথচারী নিহত হয়েছেন। অপরদিকে মাইক্রোবাস ও পিকআপের সংঘর্ষে আরও একজন নিহত হয়েছেন। পুলিশ ঘটনাস্থল থেকে লাশ উদ্ধার করে ময়নাতদন্তের জন্য মর্গে পাঠিয়েছে। <box>597 152 761 383</box>
sign-title: Executive Engineer <box>406 2086 501 2098</box>
table-row <box>975 729 1499 748</box>
photo-fish <box>441 301 585 486</box>
ad-code: জিডি-৩৯২/১৯ (৭x৩) <box>68 1331 150 1341</box>
list-item: 2. খামের উপর পদের নাম স্পষ্টভাবে উল্লেখপূর্বক আগামী ১৭/১১/২০১৯ ইং তারিখের মধ্যে বরাবর : অধ্যক্ষ, সাহাব উদ্দিন মেডিকেল কলেজ, বাড়ি নং ১২, রোড নং ১১৩/এ, গুলশান-২, ঢাকা-১২১২ ঠিকানায় আবেদন করার জন্য অনুরোধ করা যাচ্ছে। <box>975 928 1499 951</box>
office-name: Office of the Executive Engineer <box>234 1494 413 1508</box>
